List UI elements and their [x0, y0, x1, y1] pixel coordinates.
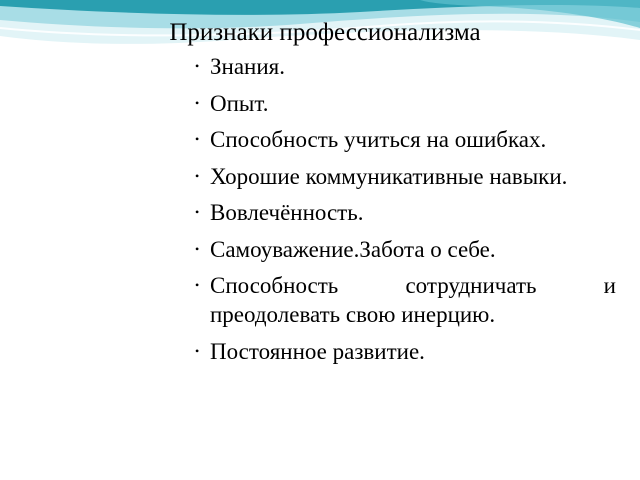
list-item [186, 235, 616, 264]
slide-title: Признаки профессионализма [169, 19, 481, 46]
list-item-text: Опыт. [210, 90, 269, 116]
bullet-icon: • [195, 59, 200, 73]
bullet-icon: • [195, 241, 200, 256]
list-item [186, 125, 616, 154]
bullet-icon: • [195, 278, 200, 292]
list-item-text: Знания. [210, 54, 285, 79]
list-item [186, 162, 616, 191]
list-item [186, 89, 616, 118]
bullet-icon: • [195, 168, 200, 183]
list-item [186, 198, 616, 227]
list-item-text: Самоуважение.Забота о себе. [210, 236, 496, 262]
list-item-text: Постоянное развитие. [210, 338, 425, 364]
list-item [186, 337, 616, 366]
list-item [186, 271, 616, 329]
bullet-icon: • [195, 205, 200, 219]
list-item-text: Вовлечённость. [210, 200, 364, 225]
list-item-text: Способность сотрудничать и преодолевать свою инерцию. [210, 273, 616, 327]
bullet-list [186, 52, 616, 373]
bullet-icon: • [195, 343, 200, 358]
list-item-text: Хорошие коммуникативные навыки. [210, 163, 568, 189]
bullet-icon: • [195, 95, 200, 110]
list-item-text: Способность учиться на ошибках. [210, 127, 547, 152]
bullet-icon: • [195, 132, 200, 146]
list-item [186, 52, 616, 81]
